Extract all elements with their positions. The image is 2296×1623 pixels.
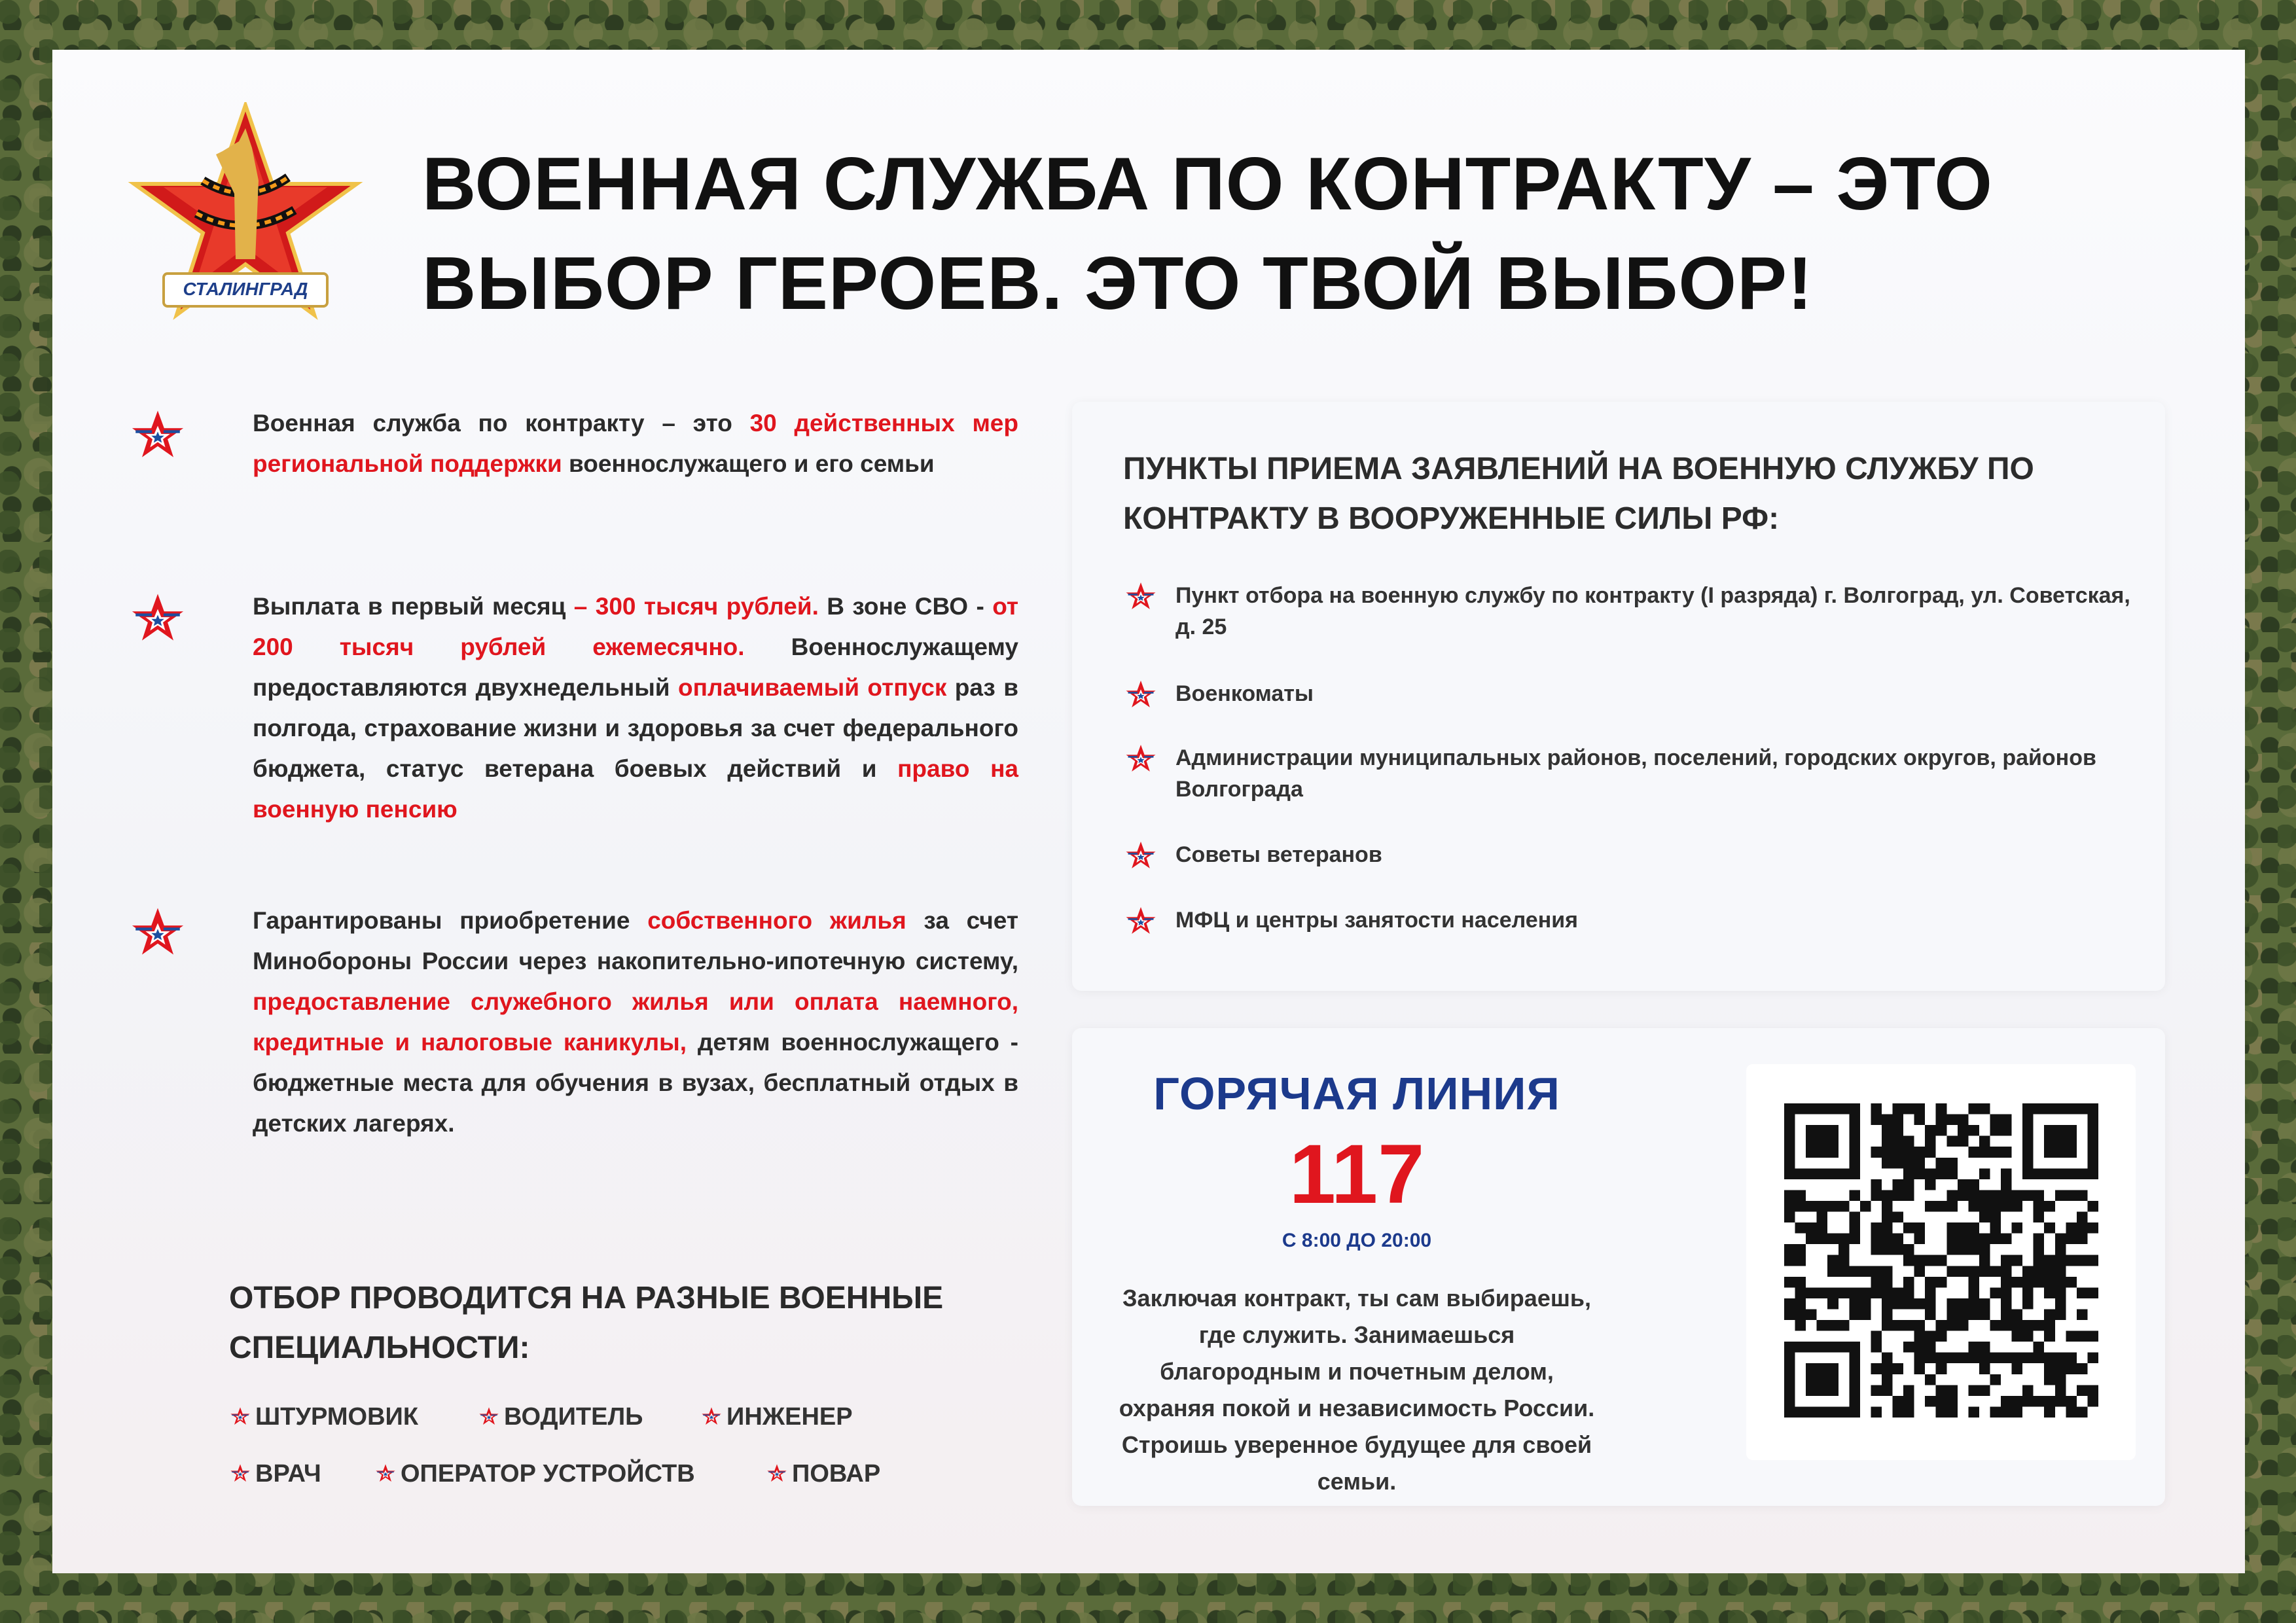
hotline-number[interactable]: 117 <box>1289 1128 1425 1221</box>
qr-code-icon <box>1784 1103 2098 1418</box>
feature-text-segment: В зоне СВО - <box>818 593 993 620</box>
qr-code[interactable] <box>1746 1064 2136 1460</box>
army-star-icon <box>1123 679 1158 709</box>
feature-text-segment: Военная служба по контракту – это <box>253 410 750 437</box>
logo-caption: СТАЛИНГРАД <box>183 279 308 299</box>
army-star-icon <box>700 1406 723 1426</box>
hotline-card <box>1072 1028 2165 1506</box>
feature-text-segment: предоставление служебного жилья или оплата наемного, кредитные и налоговые каникулы, <box>253 988 1018 1056</box>
army-star-icon <box>229 1406 251 1426</box>
stalingrad-logo <box>124 102 367 331</box>
feature-text-segment: Гарантированы приобретение <box>253 907 648 934</box>
feature-text-segment: военнослужащего и его семьи <box>562 450 935 477</box>
page-title-line-2: ВЫБОР ГЕРОЕВ. ЭТО ТВОЙ ВЫБОР! <box>422 242 1814 325</box>
feature-text <box>253 901 1018 1144</box>
army-star-icon <box>229 1463 251 1483</box>
army-star-icon <box>128 408 187 461</box>
hotline-title: ГОРЯЧАЯ ЛИНИЯ <box>1153 1068 1560 1119</box>
application-points-card: ПУНКТЫ ПРИЕМА ЗАЯВЛЕНИЙ НА ВОЕННУЮ СЛУЖБУ ПО КОНТРАКТУ В ВООРУЖЕННЫЕ СИЛЫ РФ: Пункт отбора на военную службу по контракту (I разряда) г. Волгоград, ул. Советская, д. 25 Военкоматы Администрации муниципальных районов, поселений, городских округов, районов Волгограда Советы ветеранов МФЦ и центры занятости населения <box>1072 402 2165 991</box>
page-title-line-1: ВОЕННАЯ СЛУЖБА ПО КОНТРАКТУ – ЭТО <box>422 143 1993 226</box>
army-star-icon <box>1123 743 1158 774</box>
feature-text-segment: детям военнослужащего - бюджетные места для обучения в вузах, бесплатный отдых в детских лагерях. <box>253 1029 1018 1137</box>
specialty-item: ШТУРМОВИК <box>229 1403 418 1431</box>
specialty-item: ОПЕРАТОР УСТРОЙСТВ <box>374 1460 695 1488</box>
army-star-icon <box>374 1463 397 1483</box>
feature-text-segment: раз в полгода, страхование жизни и здоровья за счет федерального бюджета, статус ветерана боевых действий и <box>253 674 1019 782</box>
feature-text-segment: от 200 тысяч рублей ежемесячно. <box>253 593 1018 660</box>
specialty-item: ИНЖЕНЕР <box>700 1403 853 1431</box>
army-star-icon <box>766 1463 788 1483</box>
feature-text <box>253 403 1018 484</box>
specialties-title: ОТБОР ПРОВОДИТСЯ НА РАЗНЫЕ ВОЕННЫЕ СПЕЦИАЛЬНОСТИ: <box>229 1281 944 1365</box>
feature-text-segment: 30 действенных мер региональной поддержки <box>253 410 1018 477</box>
specialty-item: ВОДИТЕЛЬ <box>478 1403 643 1431</box>
feature-text-segment: – 300 тысяч рублей. <box>573 593 819 620</box>
feature-text <box>253 586 1018 830</box>
page-title <box>422 135 2189 334</box>
feature-text-segment: собственного жилья <box>647 907 906 934</box>
army-star-icon <box>478 1406 500 1426</box>
specialty-item: ПОВАР <box>766 1460 880 1488</box>
hotline-hours: С 8:00 ДО 20:00 <box>1282 1230 1432 1251</box>
feature-text-segment: за счет Минобороны России через накопительно-ипотечную систему, <box>253 907 1018 974</box>
army-star-icon <box>1123 840 1158 870</box>
poster-panel <box>52 50 2245 1573</box>
army-star-icon <box>1123 581 1158 611</box>
army-star-icon <box>128 592 187 644</box>
army-star-icon <box>128 906 187 958</box>
army-star-icon <box>1123 906 1158 936</box>
specialty-item: ВРАЧ <box>229 1460 321 1488</box>
feature-text-segment: право на военную пенсию <box>253 755 1018 823</box>
feature-text-segment: Военнослужащему предоставляются двухнедельный <box>253 633 1018 701</box>
feature-text-segment: оплачиваемый отпуск <box>678 674 947 701</box>
feature-text-segment: Выплата в первый месяц <box>253 593 574 620</box>
hotline-text: Заключая контракт, ты сам выбираешь, где служить. Занимаешься благородным и почетным делом, охраняя покой и независимость России. Строишь уверенное будущее для своей семьи. <box>1119 1285 1595 1495</box>
application-points-title: ПУНКТЫ ПРИЕМА ЗАЯВЛЕНИЙ НА ВОЕННУЮ СЛУЖБУ ПО КОНТРАКТУ В ВООРУЖЕННЫЕ СИЛЫ РФ: <box>1123 452 2034 536</box>
